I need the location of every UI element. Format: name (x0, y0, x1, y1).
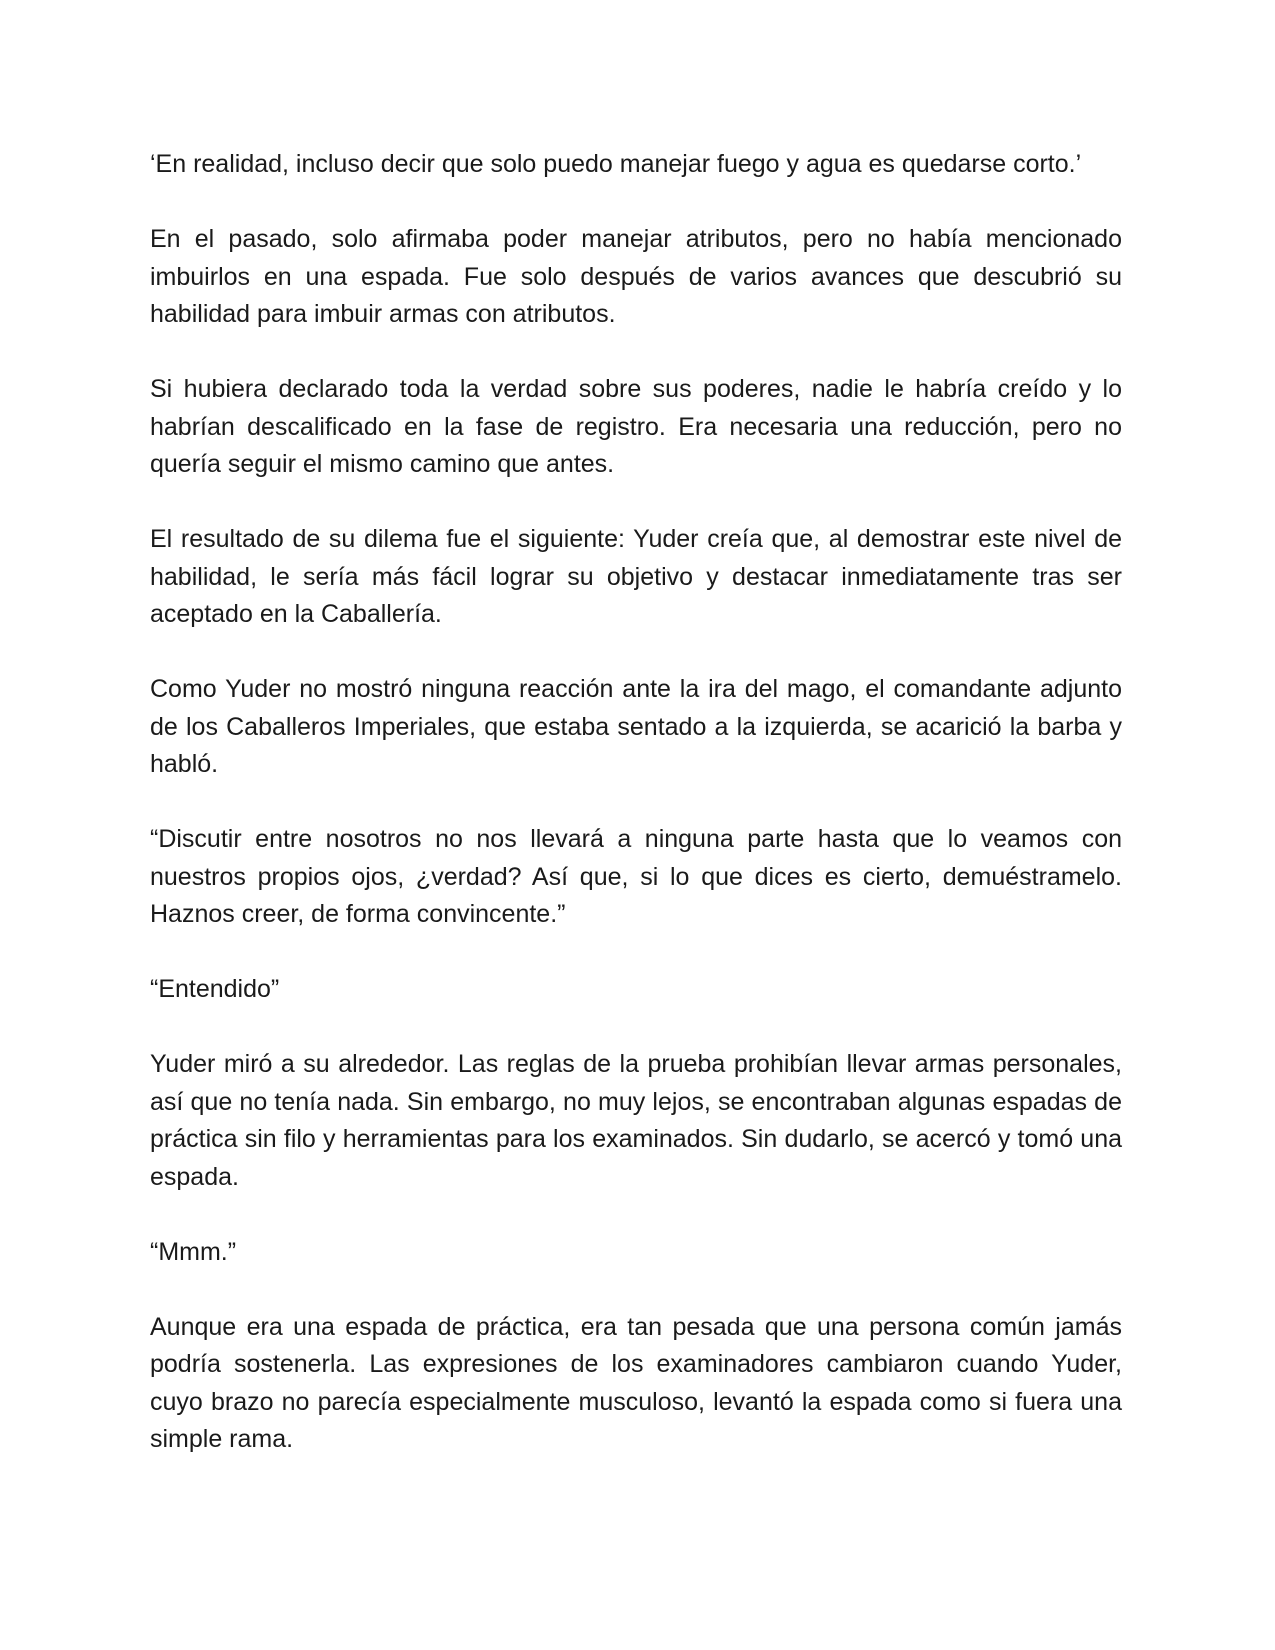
paragraph-5: Como Yuder no mostró ninguna reacción ante la ira del mago, el comandante adjunto de los Caballeros Imperiales, que estaba sentado a la izquierda, se acarició la barba y habló. (150, 675, 1122, 778)
paragraph-2: En el pasado, solo afirmaba poder manejar atributos, pero no había mencionado imbuirlos en una espada. Fue solo después de varios avances que descubrió su habilidad para imbuir armas con atributos. (150, 225, 1122, 328)
paragraph-10: Aunque era una espada de práctica, era tan pesada que una persona común jamás podría sostenerla. Las expresiones de los examinadores cambiaron cuando Yuder, cuyo brazo no parecía especialmente musculoso, levantó la espada como si fuera una simple rama. (150, 1312, 1122, 1453)
paragraph-4: El resultado de su dilema fue el siguiente: Yuder creía que, al demostrar este nivel de habilidad, le sería más fácil lograr su objetivo y destacar inmediatamente tras ser aceptado en la Caballería. (150, 525, 1122, 628)
paragraph-8: Yuder miró a su alrededor. Las reglas de la prueba prohibían llevar armas personales, así que no tenía nada. Sin embargo, no muy lejos, se encontraban algunas espadas de práctica sin filo y herramientas para los examinados. Sin dudarlo, se acercó y tomó una espada. (150, 1050, 1122, 1191)
page-body (150, 146, 1122, 1459)
paragraph-6: “Discutir entre nosotros no nos llevará a ninguna parte hasta que lo veamos con nuestros propios ojos, ¿verdad? Así que, si lo que dices es cierto, demuéstramelo. Haznos creer, de forma convincente.” (150, 825, 1122, 928)
paragraph-1: ‘En realidad, incluso decir que solo puedo manejar fuego y agua es quedarse corto.’ (150, 150, 1082, 178)
paragraph-9: “Mmm.” (150, 1237, 237, 1266)
paragraph-7: “Entendido” (150, 975, 280, 1003)
paragraph-3: Si hubiera declarado toda la verdad sobre sus poderes, nadie le habría creído y lo habrían descalificado en la fase de registro. Era necesaria una reducción, pero no quería seguir el mismo camino que antes. (150, 375, 1122, 478)
